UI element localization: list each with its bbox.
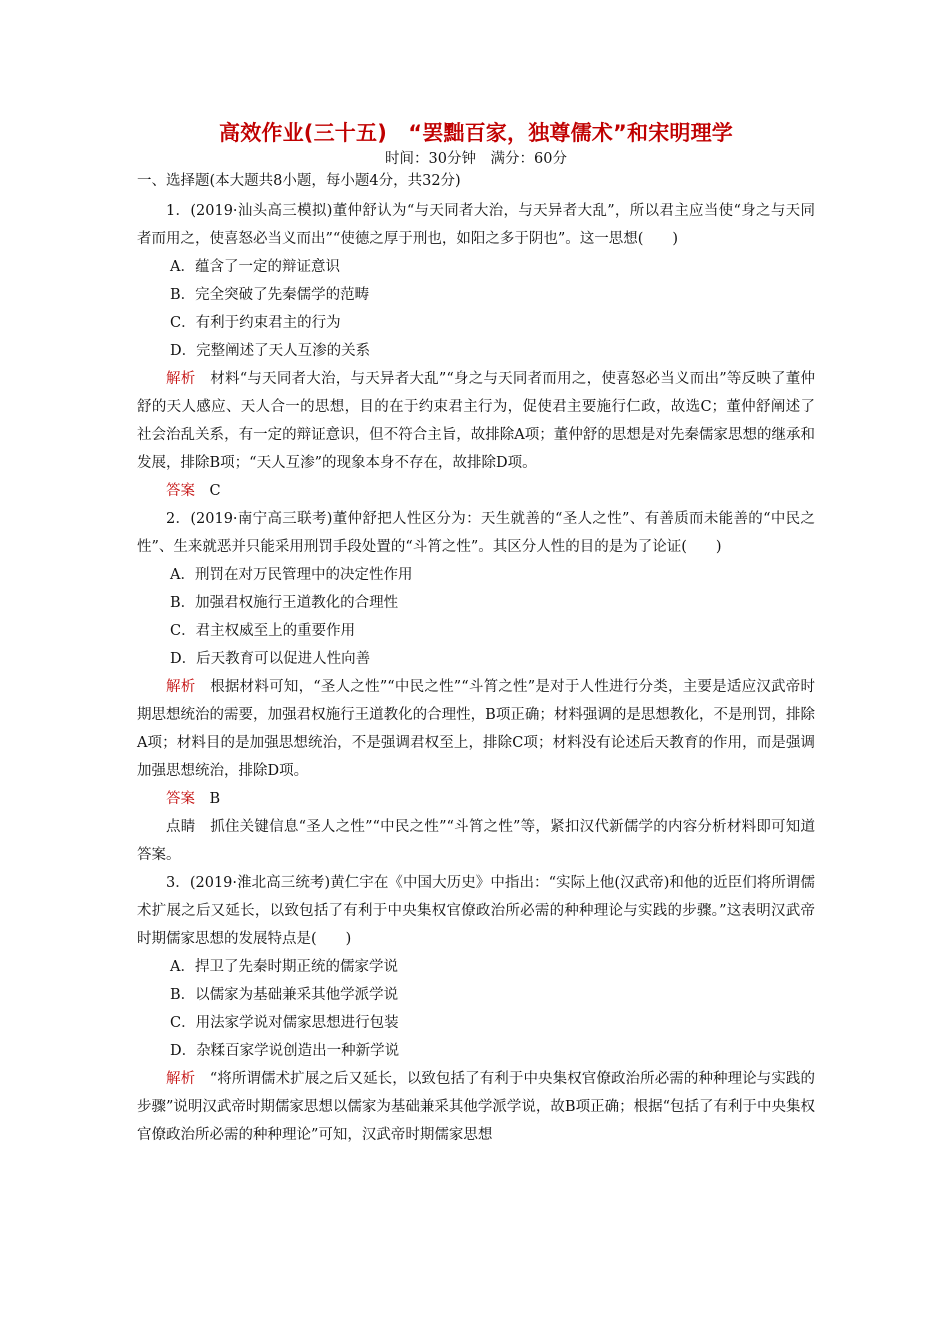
- option-c: C．君主权威至上的重要作用: [170, 623, 356, 639]
- option-a: A．蕴含了一定的辩证意识: [170, 259, 340, 275]
- answer-block: [137, 785, 815, 813]
- answer-value: B: [209, 791, 221, 807]
- note-block: [137, 813, 815, 869]
- question-2: [137, 505, 815, 869]
- answer-value: C: [209, 483, 221, 499]
- option-c: C．用法家学说对儒家思想进行包装: [170, 1015, 399, 1031]
- option-c: C．有利于约束君主的行为: [170, 315, 341, 331]
- question-stem: 1．(2019·汕头高三模拟)董仲舒认为“与天同者大治，与天异者大乱”，所以君主应当使“身之与天同者而用之，使喜怒必当义而出”“使德之厚于刑也，如阳之多于阴也”。这一思想( ): [137, 203, 815, 247]
- option-a: A．刑罚在对万民管理中的决定性作用: [170, 567, 413, 583]
- analysis-label: 解析: [166, 371, 196, 387]
- question-stem: 2．(2019·南宁高三联考)董仲舒把人性区分为：天生就善的“圣人之性”、有善质而未能善的“中民之性”、生来就恶并只能采用刑罚手段处置的“斗筲之性”。其区分人性的目的是为了论证( ): [137, 511, 815, 555]
- note-label: 点睛: [166, 819, 196, 835]
- option-a: A．捍卫了先秦时期正统的儒家学说: [170, 959, 398, 975]
- analysis-text: “将所谓儒术扩展之后又延长，以致包括了有利于中央集权官僚政治所必需的种种理论与实践的步骤”说明汉武帝时期儒家思想以儒家为基础兼采其他学派学说，故B项正确；根据“包括了有利于中央集权官僚政治所必需的种种理论”可知，汉武帝时期儒家思想: [137, 1071, 816, 1143]
- question-3: [137, 869, 815, 1149]
- analysis-label: 解析: [166, 1071, 196, 1087]
- section-heading: 一、选择题(本大题共8小题，每小题4分，共32分): [137, 173, 461, 189]
- analysis-block: [137, 1065, 815, 1149]
- analysis-label: 解析: [166, 679, 196, 695]
- question-stem: 3．(2019·淮北高三统考)黄仁宇在《中国大历史》中指出：“实际上他(汉武帝)和他的近臣们将所谓儒术扩展之后又延长，以致包括了有利于中央集权官僚政治所必需的种种理论与实践的步骤。”这表明汉武帝时期儒家思想的发展特点是( ): [137, 875, 815, 947]
- note-text: 抓住关键信息“圣人之性”“中民之性”“斗筲之性”等，紧扣汉代新儒学的内容分析材料即可知道答案。: [137, 819, 816, 863]
- answer-label: 答案: [166, 791, 195, 807]
- question-1: [137, 197, 815, 505]
- analysis-block: [137, 365, 815, 477]
- page-title: 高效作业(三十五) “罢黜百家，独尊儒术”和宋明理学: [219, 121, 733, 145]
- time-score-info: 时间：30分钟 满分：60分: [385, 151, 567, 167]
- analysis-block: [137, 673, 815, 785]
- option-d: D．完整阐述了天人互渗的关系: [170, 343, 371, 359]
- option-b: B．加强君权施行王道教化的合理性: [170, 595, 399, 611]
- option-b: B．以儒家为基础兼采其他学派学说: [170, 987, 399, 1003]
- answer-label: 答案: [166, 483, 195, 499]
- option-d: D．后天教育可以促进人性向善: [170, 651, 371, 667]
- analysis-text: 根据材料可知，“圣人之性”“中民之性”“斗筲之性”是对于人性进行分类，主要是适应汉武帝时期思想统治的需要，加强君权施行王道教化的合理性，B项正确；材料强调的是思想教化，不是刑罚，排除A项；材料目的是加强思想统治，不是强调君权至上，排除C项；材料没有论述后天教育的作用，而是强调加强思想统治，排除D项。: [137, 679, 816, 779]
- option-d: D．杂糅百家学说创造出一种新学说: [170, 1043, 400, 1059]
- answer-block: [137, 477, 815, 505]
- option-b: B．完全突破了先秦儒学的范畴: [170, 287, 370, 303]
- document-page: [137, 118, 815, 1149]
- analysis-text: 材料“与天同者大治，与天异者大乱”“身之与天同者而用之，使喜怒必当义而出”等反映了董仲舒的天人感应、天人合一的思想，目的在于约束君主行为，促使君主要施行仁政，故选C；董仲舒阐述了社会治乱关系，有一定的辩证意识，但不符合主旨，故排除A项；董仲舒的思想是对先秦儒家思想的继承和发展，排除B项；“天人互渗”的现象本身不存在，故排除D项。: [137, 371, 816, 471]
